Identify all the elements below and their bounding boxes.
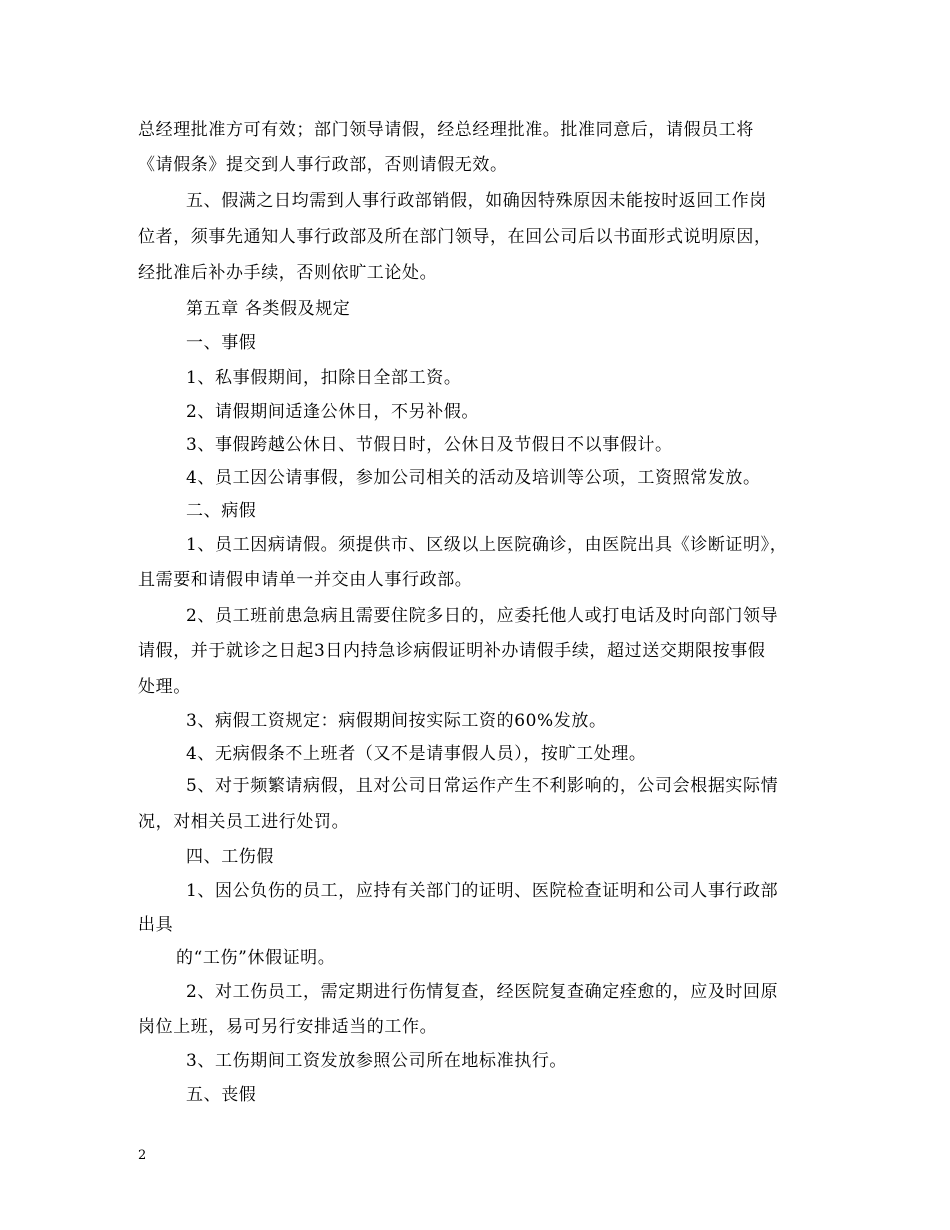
text-line: 请假，并于就诊之日起3日内持急诊病假证明补办请假手续，超过送交期限按事假 — [138, 641, 766, 661]
text-line: 经批准后补办手续，否则依旷工论处。 — [138, 263, 438, 283]
text-line: 1、因公负伤的员工，应持有关部门的证明、医院检查证明和公司人事行政部 — [186, 881, 779, 901]
text-line: 《请假条》提交到人事行政部，否则请假无效。 — [138, 155, 508, 175]
text-line: 处理。 — [138, 677, 191, 697]
text-line: 且需要和请假申请单一并交由人事行政部。 — [138, 570, 473, 590]
text-line: 3、事假跨越公休日、节假日时，公休日及节假日不以事假计。 — [186, 435, 673, 455]
section-heading: 二、病假 — [186, 501, 257, 521]
text-line: 1、员工因病请假。须提供市、区级以上医院确诊，由医院出具《诊断证明》， — [186, 535, 788, 555]
text-line: 5、对于频繁请病假，且对公司日常运作产生不利影响的，公司会根据实际情 — [186, 776, 779, 796]
text-line: 位者，须事先通知人事行政部及所在部门领导，在回公司后以书面形式说明原因， — [138, 227, 772, 247]
text-line: 4、员工因公请事假，参加公司相关的活动及培训等公项，工资照常发放。 — [186, 468, 761, 488]
chapter-heading: 第五章 各类假及规定 — [186, 299, 351, 319]
page-number: 2 — [138, 1148, 147, 1163]
text-line: 1、私事假期间，扣除日全部工资。 — [186, 368, 462, 388]
text-line: 2、对工伤员工，需定期进行伤情复查，经医院复查确定痊愈的，应及时回原 — [186, 982, 779, 1002]
text-line: 2、员工班前患急病且需要住院多日的，应委托他人或打电话及时向部门领导 — [186, 606, 779, 626]
text-line: 4、无病假条不上班者（又不是请事假人员），按旷工处理。 — [186, 744, 647, 764]
text-line: 3、病假工资规定：病假期间按实际工资的60%发放。 — [186, 711, 607, 731]
text-line: 2、请假期间适逢公休日，不另补假。 — [186, 402, 480, 422]
section-heading: 五、丧假 — [186, 1085, 257, 1105]
text-line: 3、工伤期间工资发放参照公司所在地标准执行。 — [186, 1051, 568, 1071]
text-line: 总经理批准方可有效；部门领导请假，经总经理批准。批准同意后，请假员工将 — [138, 120, 754, 140]
text-line: 出具 — [138, 915, 174, 935]
text-line: 况，对相关员工进行处罚。 — [138, 812, 350, 832]
section-heading: 一、事假 — [186, 333, 257, 353]
text-line: 的“工伤”休假证明。 — [176, 948, 336, 968]
text-line: 岗位上班，易可另行安排适当的工作。 — [138, 1017, 438, 1037]
section-heading: 四、工伤假 — [186, 847, 274, 867]
text-line: 五、假满之日均需到人事行政部销假，如确因特殊原因未能按时返回工作岗 — [186, 191, 767, 211]
